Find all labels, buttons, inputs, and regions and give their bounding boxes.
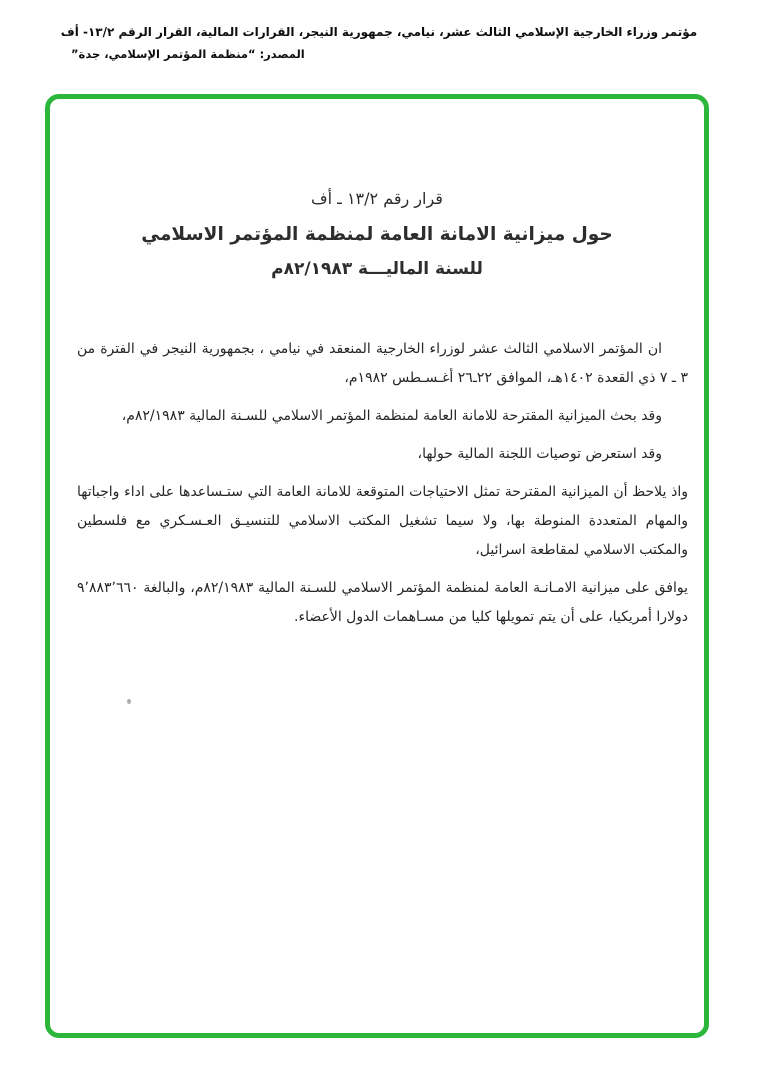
resolution-subject-line: حول ميزانية الامانة العامة لمنظمة المؤتمر الاسلامي: [141, 224, 613, 245]
resolution-paragraph: واذ يلاحظ أن الميزانية المقترحة تمثل الاحتياجات المتوقعة للامانة العامة التي ستـساعدها على اداء واجباتها والمهام المتعددة المنوطة بها، ولا سيما تشغيل المكتب الاسلامي للتنسيـق العـسـكري مع فلسطين والمكتب الاسلامي لمقاطعة اسرائيل،: [77, 484, 688, 558]
resolution-paragraph: وقد استعرض توصيات اللجنة المالية حولها،: [417, 446, 662, 462]
resolution-fiscal-year-line: للسنة الماليـــة ٨٢/١٩٨٣م: [271, 259, 483, 279]
resolution-number-line: قرار رقم ١٣/٢ ـ أف: [311, 189, 443, 208]
archive-header-title: مؤتمر وزراء الخارجية الإسلامي الثالث عشر، نيامي، جمهورية النيجر، القرارات المالية، القرار الرقم ١٣/٢- أف: [60, 25, 698, 39]
resolution-paragraph: وقد بحث الميزانية المقترحة للامانة العامة لمنظمة المؤتمر الاسلامي للسـنة المالية ٨٢/١٩٨٣م،: [121, 408, 662, 424]
archive-header-source: المصدر: “منظمة المؤتمر الإسلامي، جدة”: [71, 47, 305, 61]
scan-speck-artifact: [127, 699, 131, 704]
resolution-paragraph: ان المؤتمر الاسلامي الثالث عشر لوزراء الخارجية المنعقد في نيامي ، بجمهورية النيجر في الفترة من ٣ ـ ٧ ذي القعدة ١٤٠٢هـ، الموافق ٢٢ـ٢٦ أغـسـطس ١٩٨٢م،: [77, 341, 688, 386]
resolution-paragraph: يوافق على ميزانية الامـانـة العامة لمنظمة المؤتمر الاسلامي للسـنة المالية ٨٢/١٩٨٣م، والبالغة ٩٬٨٨٣٬٦٦٠ دولارا أمريكيا، على أن يتم تمويلها كليا من مسـاهمات الدول الأعضاء.: [77, 580, 688, 625]
archive-header: [38, 25, 720, 61]
resolution-body: [50, 335, 704, 632]
scan-border-frame: [45, 94, 709, 1038]
resolution-title-block: [50, 189, 704, 279]
